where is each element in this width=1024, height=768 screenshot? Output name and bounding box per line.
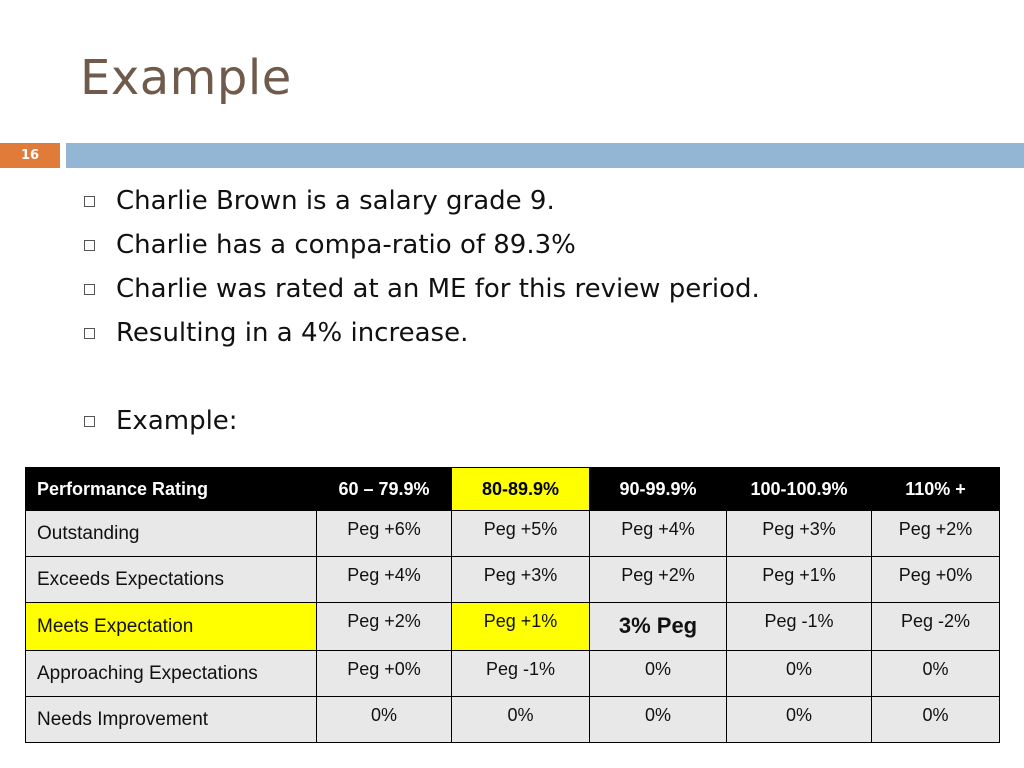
- bullet-item: [84, 184, 760, 228]
- table-cell: Peg +4%: [317, 557, 452, 603]
- column-header: 110% +: [872, 468, 1000, 511]
- column-header-highlighted: 80-89.9%: [452, 468, 590, 511]
- bullet-text: Example:: [116, 406, 238, 436]
- row-label: Approaching Expectations: [26, 651, 317, 697]
- bullet-item: [84, 316, 760, 360]
- table-cell: 0%: [727, 697, 872, 743]
- table-cell: Peg +1%: [727, 557, 872, 603]
- table-cell: Peg +6%: [317, 511, 452, 557]
- square-bullet-icon: [84, 240, 95, 251]
- table-row: [26, 697, 1000, 743]
- column-header: 60 – 79.9%: [317, 468, 452, 511]
- table-cell: Peg +2%: [872, 511, 1000, 557]
- slide-title: Example: [80, 50, 292, 106]
- bullet-text: Charlie Brown is a salary grade 9.: [116, 186, 555, 216]
- row-label: Needs Improvement: [26, 697, 317, 743]
- column-header: Performance Rating: [26, 468, 317, 511]
- row-label: Exceeds Expectations: [26, 557, 317, 603]
- table-cell: Peg +3%: [452, 557, 590, 603]
- column-header: 90-99.9%: [590, 468, 727, 511]
- row-label-highlighted: Meets Expectation: [26, 603, 317, 651]
- title-rule-bar: [66, 143, 1024, 168]
- table-row-highlighted: [26, 603, 1000, 651]
- bullet-text: Charlie has a compa-ratio of 89.3%: [116, 230, 576, 260]
- table-cell: Peg +2%: [317, 603, 452, 651]
- table-cell: 0%: [727, 651, 872, 697]
- bullet-text: Charlie was rated at an ME for this review period.: [116, 274, 760, 304]
- table-cell: 0%: [872, 651, 1000, 697]
- bullet-text: Resulting in a 4% increase.: [116, 318, 469, 348]
- bullet-item: [84, 404, 760, 448]
- merit-matrix-table: [25, 467, 1000, 743]
- table-cell: 0%: [590, 697, 727, 743]
- bullet-item: [84, 228, 760, 272]
- row-label: Outstanding: [26, 511, 317, 557]
- table-cell: Peg +3%: [727, 511, 872, 557]
- column-header: 100-100.9%: [727, 468, 872, 511]
- table-cell: Peg -1%: [727, 603, 872, 651]
- table-cell: Peg +0%: [872, 557, 1000, 603]
- table-cell: Peg +5%: [452, 511, 590, 557]
- table-cell: Peg -1%: [452, 651, 590, 697]
- square-bullet-icon: [84, 196, 95, 207]
- table-row: [26, 557, 1000, 603]
- table-cell-highlighted: Peg +1%: [452, 603, 590, 651]
- table-cell: 0%: [872, 697, 1000, 743]
- table-cell: Peg -2%: [872, 603, 1000, 651]
- bullet-item: [84, 272, 760, 316]
- table-row: [26, 651, 1000, 697]
- square-bullet-icon: [84, 328, 95, 339]
- table-cell: 0%: [590, 651, 727, 697]
- table-header-row: [26, 468, 1000, 511]
- table-cell: Peg +4%: [590, 511, 727, 557]
- table-cell: 0%: [317, 697, 452, 743]
- table-cell: 0%: [452, 697, 590, 743]
- square-bullet-icon: [84, 284, 95, 295]
- table-row: [26, 511, 1000, 557]
- square-bullet-icon: [84, 416, 95, 427]
- slide-number: 16: [0, 143, 60, 168]
- table-cell: Peg +2%: [590, 557, 727, 603]
- bullet-list: [84, 184, 760, 448]
- table-cell-result: 3% Peg: [590, 603, 727, 651]
- table-cell: Peg +0%: [317, 651, 452, 697]
